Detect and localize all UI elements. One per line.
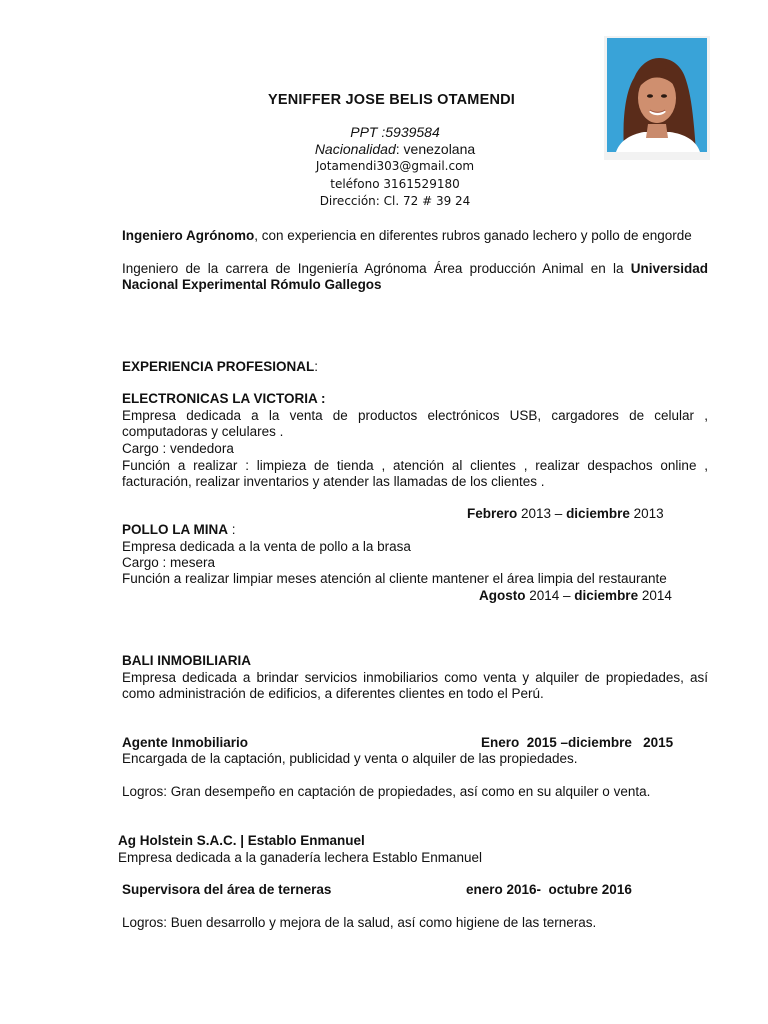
- job1-end-month: diciembre: [566, 506, 630, 521]
- candidate-name: YENIFFER JOSE BELIS OTAMENDI: [268, 92, 516, 108]
- job-company: [122, 653, 708, 669]
- job2-company: POLLO LA MINA: [122, 522, 228, 537]
- university-name-part2: Nacional Experimental Rómulo Gallegos: [122, 277, 382, 293]
- job1-start-year: 2013 –: [517, 506, 567, 521]
- degree-line-1: [122, 261, 708, 277]
- job3-dates: Enero 2015 –diciembre 2015: [481, 735, 674, 750]
- nationality: [310, 141, 480, 157]
- job1-start-month: Febrero: [467, 506, 518, 521]
- job-dates: [466, 882, 632, 898]
- job2-start-year: 2014 –: [525, 588, 575, 603]
- job-role: Cargo : vendedora: [122, 441, 234, 456]
- profile-title: Ingeniero Agrónomo: [122, 228, 255, 243]
- job-task: Encargada de la captación, publicidad y venta o alquiler de las propiedades.: [122, 751, 578, 766]
- address: Dirección: Cl. 72 # 39 24: [319, 194, 471, 208]
- experience-heading-colon: :: [314, 359, 319, 374]
- phone-number: teléfono 3161529180: [330, 177, 460, 191]
- job2-start-month: Agosto: [479, 588, 526, 603]
- job-function: Función a realizar : limpieza de tienda , atención al clientes , realizar despachos online , facturación, realizar inventarios y atender las llamadas de los clientes .: [122, 458, 708, 490]
- university-name-part1: Universidad: [630, 261, 708, 276]
- job-achievements: Logros: Buen desarrollo y mejora de la salud, así como higiene de las terneras.: [122, 915, 597, 930]
- degree-info: [122, 261, 708, 294]
- job1-end-year: 2013: [629, 506, 664, 521]
- job2-end-month: diciembre: [574, 588, 639, 603]
- job4-role: Supervisora del área de terneras: [122, 882, 332, 897]
- job-role: Cargo : mesera: [122, 555, 216, 570]
- job3-company: BALI INMOBILIARIA: [122, 653, 251, 668]
- job-description: Empresa dedicada a la venta de productos electrónicos USB, cargadores de celular , computadoras y celulares .: [122, 408, 708, 440]
- job-description: Empresa dedicada a la venta de pollo a la brasa: [122, 539, 411, 554]
- job2-company-suffix: :: [228, 522, 236, 537]
- job4-dates: enero 2016- octubre 2016: [466, 882, 632, 897]
- profile-summary-text: , con experiencia en diferentes rubros ganado lechero y pollo de engorde: [254, 228, 692, 243]
- nationality-value: : venezolana: [395, 141, 476, 157]
- profile-summary: [122, 228, 708, 244]
- job-company: [122, 391, 708, 407]
- experience-heading: [122, 359, 708, 375]
- job2-end-year: 2014: [638, 588, 672, 603]
- job-description: Empresa dedicada a la ganadería lechera Establo Enmanuel: [118, 850, 482, 865]
- degree-text: Ingeniero de la carrera de Ingeniería Agrónoma Área producción Animal en la: [122, 261, 624, 276]
- job-dates: [467, 506, 664, 522]
- job-company: [118, 833, 708, 849]
- nationality-label: Nacionalidad: [314, 141, 396, 157]
- job-company: [122, 522, 708, 538]
- job-dates: [479, 588, 672, 604]
- job-description: Empresa dedicada a brindar servicios inmobiliarios como venta y alquiler de propiedades, así como administración de edificios, a diferentes clientes en todo el Perú.: [122, 670, 708, 702]
- email-address: Jotamendi303@gmail.com: [315, 159, 475, 173]
- ppt-number: PPT :5939584: [350, 124, 440, 140]
- job3-role: Agente Inmobiliario: [122, 735, 249, 750]
- job-function: Función a realizar limpiar meses atención al cliente mantener el área limpia del restaurante: [122, 571, 667, 586]
- experience-heading-text: EXPERIENCIA PROFESIONAL: [122, 359, 315, 374]
- job4-company: Ag Holstein S.A.C. | Establo Enmanuel: [118, 833, 365, 848]
- degree-line-2: [122, 277, 708, 293]
- job-achievements: Logros: Gran desempeño en captación de propiedades, así como en su alquiler o venta.: [122, 784, 651, 799]
- job-dates: [481, 735, 673, 751]
- profile-photo: [604, 36, 710, 160]
- job1-company: ELECTRONICAS LA VICTORIA :: [122, 391, 326, 406]
